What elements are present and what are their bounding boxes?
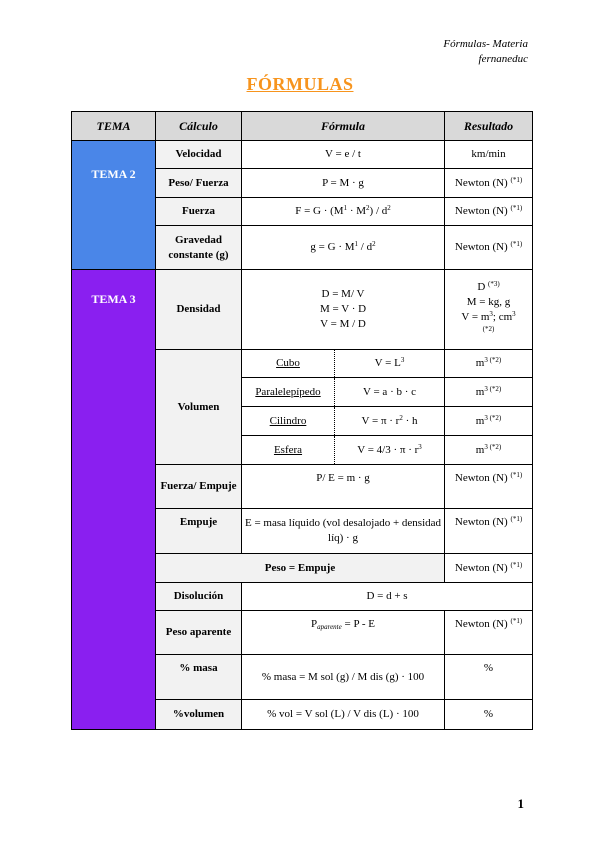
calc-gravedad: Gravedad constante (g) xyxy=(156,226,242,270)
calc-volumen: Volumen xyxy=(156,350,242,465)
formula-fuerza: $F = G \cdot (M^1 \cdot M^2) / d^2$ xyxy=(242,198,445,226)
shape-paralelepipedo: Paralelepípedo xyxy=(242,378,335,407)
shape-esfera: Esfera xyxy=(242,436,335,465)
calc-velocidad: Velocidad xyxy=(156,141,242,169)
calc-fuerza: Fuerza xyxy=(156,198,242,226)
result-masa: % xyxy=(445,655,533,700)
shape-cilindro: Cilindro xyxy=(242,407,335,436)
result-esfera: $m^{3 (*2)}$ xyxy=(445,436,533,465)
header-author: fernaneduc xyxy=(478,53,528,65)
col-header-tema: TEMA xyxy=(72,112,156,141)
tema-3-cell: TEMA 3 xyxy=(72,270,156,730)
result-cilindro: $m^{3 (*2)}$ xyxy=(445,407,533,436)
calc-masa: % masa xyxy=(156,655,242,700)
col-header-formula: Fórmula xyxy=(242,112,445,141)
result-fuerza: Newton (N) $^{(*1)}$ xyxy=(445,198,533,226)
formula-peso-fuerza: P = M · g xyxy=(242,169,445,198)
result-peso-aparente: Newton (N) $^{(*1)}$ xyxy=(445,611,533,655)
formula-disolucion: D = d + s xyxy=(242,583,533,611)
calc-peso-fuerza: Peso/ Fuerza xyxy=(156,169,242,198)
tema-2-cell: TEMA 2 xyxy=(72,141,156,270)
result-paralelepipedo: $m^{3 (*2)}$ xyxy=(445,378,533,407)
calc-fuerza-empuje: Fuerza/ Empuje xyxy=(156,465,242,509)
document-header xyxy=(443,37,528,67)
formula-velocidad: V = e / t xyxy=(242,141,445,169)
header-subject: Fórmulas- Materia xyxy=(443,38,528,50)
formula-table xyxy=(71,111,533,730)
page-title: FÓRMULAS xyxy=(246,74,354,94)
result-peso-fuerza: Newton (N) $^{(*1)}$ xyxy=(445,169,533,198)
page-number: 1 xyxy=(517,796,524,811)
calc-densidad: Densidad xyxy=(156,270,242,350)
result-peso-empuje: Newton (N) $^{(*1)}$ xyxy=(445,554,533,583)
formula-paralelepipedo: V = a · b · c xyxy=(335,378,445,407)
shape-cubo: Cubo xyxy=(242,350,335,378)
col-header-resultado: Resultado xyxy=(445,112,533,141)
calc-disolucion: Disolución xyxy=(156,583,242,611)
result-empuje: Newton (N) $^{(*1)}$ xyxy=(445,509,533,554)
result-velocidad: km/min xyxy=(445,141,533,169)
result-gravedad: Newton (N) $^{(*1)}$ xyxy=(445,226,533,270)
formula-cubo: $V = L^3$ xyxy=(335,350,445,378)
formula-esfera: $V = 4/3 \cdot \pi \cdot r^3$ xyxy=(335,436,445,465)
col-header-calculo: Cálculo xyxy=(156,112,242,141)
table-header-row xyxy=(72,112,533,141)
formula-volumen-pct: % vol = V sol (L) / V dis (L) · 100 xyxy=(242,700,445,730)
calc-peso-aparente: Peso aparente xyxy=(156,611,242,655)
calc-volumen-pct: %volumen xyxy=(156,700,242,730)
result-densidad: D $^{(*3)}$ M = kg, g $V = m^3$; $cm^3$ $^{(*2)}$ xyxy=(445,270,533,350)
formula-empuje: E = masa líquido (vol desalojado + densidad líq) · g xyxy=(242,509,445,554)
calc-empuje: Empuje xyxy=(156,509,242,554)
formula-cilindro: $V = \pi \cdot r^2 \cdot h$ xyxy=(335,407,445,436)
formula-peso-aparente: $P_{aparente} = P - E$ xyxy=(242,611,445,655)
result-volumen-pct: % xyxy=(445,700,533,730)
formula-gravedad: $g = G \cdot M^1 / d^2$ xyxy=(242,226,445,270)
table-row xyxy=(72,141,533,169)
formula-masa: % masa = M sol (g) / M dis (g) · 100 xyxy=(242,655,445,700)
calc-peso-empuje: Peso = Empuje xyxy=(156,554,445,583)
formula-fuerza-empuje: P/ E = m · g xyxy=(242,465,445,509)
table-row xyxy=(72,270,533,350)
result-cubo: $m^{3 (*2)}$ xyxy=(445,350,533,378)
formula-densidad: D = M/ V M = V · D V = M / D xyxy=(242,270,445,350)
result-fuerza-empuje: Newton (N) $^{(*1)}$ xyxy=(445,465,533,509)
